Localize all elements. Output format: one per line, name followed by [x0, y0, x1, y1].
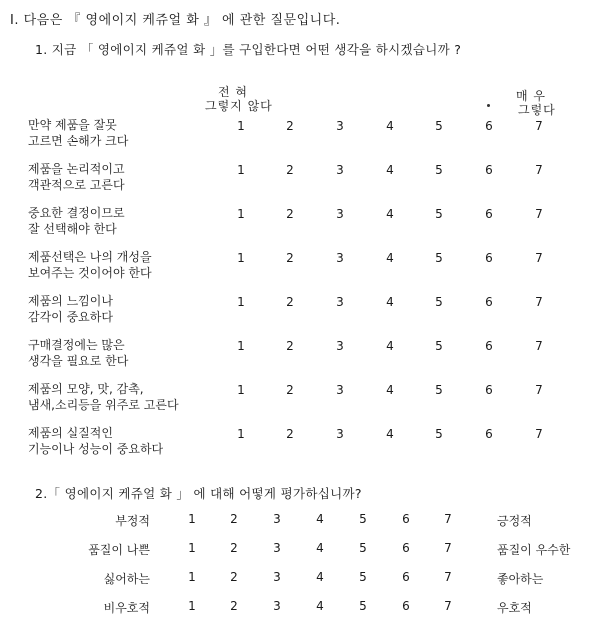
- question-2-text: 2.「 영에이지 케쥬얼 화 」 에 대해 어떻게 평가하십니까?: [35, 486, 362, 501]
- scale-option[interactable]: 6: [485, 427, 493, 441]
- scale-option[interactable]: 1: [237, 119, 245, 133]
- scale-option[interactable]: 4: [386, 383, 394, 397]
- scale-option[interactable]: 5: [359, 599, 367, 613]
- scale-option[interactable]: 7: [444, 512, 452, 526]
- positive-anchor-label: 품질이 우수한: [497, 543, 571, 557]
- scale-option[interactable]: 7: [535, 207, 543, 221]
- scale-option[interactable]: 2: [230, 599, 238, 613]
- item-text-line2: 객관적으로 고른다: [28, 178, 125, 192]
- scale-option[interactable]: 2: [286, 119, 294, 133]
- scale-option[interactable]: 2: [286, 163, 294, 177]
- scale-option[interactable]: 6: [485, 251, 493, 265]
- positive-anchor-label: 우호적: [497, 601, 532, 615]
- scale-option[interactable]: 7: [444, 541, 452, 555]
- scale-option[interactable]: 2: [286, 427, 294, 441]
- scale-option[interactable]: 1: [237, 163, 245, 177]
- section-title: I. 다음은 『 영에이지 케쥬얼 화 』 에 관한 질문입니다.: [10, 13, 341, 28]
- scale-option[interactable]: 4: [386, 339, 394, 353]
- item-text-line2: 감각이 중요하다: [28, 310, 113, 324]
- scale-option[interactable]: 6: [485, 119, 493, 133]
- scale-option[interactable]: 7: [535, 119, 543, 133]
- positive-anchor-label: 긍정적: [497, 514, 532, 528]
- question-1-item: [28, 337, 128, 369]
- item-text-line1: 제품을 논리적이고: [28, 162, 125, 176]
- scale-option[interactable]: 6: [485, 383, 493, 397]
- question-1-item: [28, 161, 125, 193]
- item-text-line1: 제품선택은 나의 개성을: [28, 250, 152, 264]
- question-1-item: [28, 249, 152, 281]
- item-text-line2: 생각을 필요로 한다: [28, 354, 129, 368]
- item-text-line1: 구매결정에는 많은: [28, 338, 125, 352]
- scale-option[interactable]: 6: [485, 163, 493, 177]
- scale-option[interactable]: 1: [237, 251, 245, 265]
- scale-option[interactable]: 5: [435, 427, 443, 441]
- item-text-line1: 만약 제품을 잘못: [28, 118, 117, 132]
- scale-option[interactable]: 4: [386, 251, 394, 265]
- scale-option[interactable]: 4: [316, 541, 324, 555]
- scale-option[interactable]: 4: [316, 570, 324, 584]
- scale-option[interactable]: 2: [286, 207, 294, 221]
- scale-option[interactable]: 3: [336, 163, 344, 177]
- item-text-line2: 잘 선택해야 한다: [28, 222, 117, 236]
- scale-option[interactable]: 4: [386, 295, 394, 309]
- item-text-line2: 기능이나 성능이 중요하다: [28, 442, 164, 456]
- scale-option[interactable]: 5: [435, 207, 443, 221]
- scale-option[interactable]: 1: [188, 541, 196, 555]
- item-text-line2: 고르면 손해가 크다: [28, 134, 129, 148]
- scale-option[interactable]: 7: [535, 163, 543, 177]
- scale-option[interactable]: 2: [286, 251, 294, 265]
- question-1-text: 1. 지금 「 영에이지 케쥬얼 화 」를 구입한다면 어떤 생각을 하시겠습니까 ?: [35, 42, 462, 57]
- item-text-line1: 제품의 모양, 맛, 감촉,: [28, 382, 144, 396]
- item-text-line2: 냄새,소리등을 위주로 고른다: [28, 398, 179, 412]
- scale-option[interactable]: 5: [359, 570, 367, 584]
- scale-left-label-line1: 전 혀: [218, 85, 248, 99]
- scale-option[interactable]: 5: [435, 383, 443, 397]
- question-1-item: [28, 381, 179, 413]
- scale-option[interactable]: 7: [535, 383, 543, 397]
- scale-option[interactable]: 6: [402, 570, 410, 584]
- item-text-line1: 제품의 실질적인: [28, 426, 113, 440]
- scale-option[interactable]: 1: [237, 339, 245, 353]
- question-1-item: [28, 425, 163, 457]
- scale-option[interactable]: 1: [188, 512, 196, 526]
- scale-option[interactable]: 3: [273, 599, 281, 613]
- scale-option[interactable]: 5: [435, 119, 443, 133]
- scale-option[interactable]: 7: [444, 599, 452, 613]
- scale-option[interactable]: 5: [435, 163, 443, 177]
- scale-option[interactable]: 3: [336, 207, 344, 221]
- scale-left-label-line2: 그렇지 않다: [205, 99, 273, 113]
- scale-option[interactable]: 1: [237, 207, 245, 221]
- negative-anchor-label: 부정적: [115, 514, 150, 528]
- scale-option[interactable]: 7: [535, 427, 543, 441]
- item-text-line2: 보여주는 것이어야 한다: [28, 266, 152, 280]
- scale-option[interactable]: 4: [386, 427, 394, 441]
- positive-anchor-label: 좋아하는: [497, 572, 544, 586]
- scale-option[interactable]: 5: [435, 251, 443, 265]
- scale-option[interactable]: 2: [230, 541, 238, 555]
- scale-option[interactable]: 7: [535, 251, 543, 265]
- scale-option[interactable]: 6: [485, 339, 493, 353]
- scale-option[interactable]: 7: [535, 295, 543, 309]
- scale-option[interactable]: 1: [237, 427, 245, 441]
- scale-right-label-line2: 그렇다: [518, 103, 556, 117]
- scale-option[interactable]: 2: [286, 339, 294, 353]
- scale-right-label-line1: 매 우: [516, 89, 546, 103]
- scale-option[interactable]: 3: [273, 541, 281, 555]
- speck-mark: [487, 104, 490, 107]
- scale-option[interactable]: 3: [336, 251, 344, 265]
- scale-option[interactable]: 7: [444, 570, 452, 584]
- scale-option[interactable]: 5: [359, 541, 367, 555]
- scale-option[interactable]: 3: [336, 339, 344, 353]
- scale-option[interactable]: 6: [402, 512, 410, 526]
- question-1-item: [28, 117, 128, 149]
- scale-option[interactable]: 6: [402, 599, 410, 613]
- scale-option[interactable]: 7: [535, 339, 543, 353]
- negative-anchor-label: 품질이 나쁜: [88, 543, 150, 557]
- scale-option[interactable]: 1: [188, 599, 196, 613]
- scale-option[interactable]: 4: [316, 512, 324, 526]
- scale-option[interactable]: 3: [273, 512, 281, 526]
- item-text-line1: 제품의 느낌이나: [28, 294, 113, 308]
- scale-option[interactable]: 3: [336, 383, 344, 397]
- scale-option[interactable]: 2: [286, 383, 294, 397]
- scale-option[interactable]: 3: [336, 119, 344, 133]
- scale-option[interactable]: 3: [336, 295, 344, 309]
- scale-option[interactable]: 1: [188, 570, 196, 584]
- scale-option[interactable]: 1: [237, 295, 245, 309]
- scale-option[interactable]: 6: [485, 207, 493, 221]
- scale-option[interactable]: 6: [485, 295, 493, 309]
- scale-option[interactable]: 4: [386, 163, 394, 177]
- scale-option[interactable]: 3: [273, 570, 281, 584]
- negative-anchor-label: 비우호적: [103, 601, 150, 615]
- question-1-item: [28, 293, 113, 325]
- scale-option[interactable]: 2: [286, 295, 294, 309]
- scale-option[interactable]: 5: [359, 512, 367, 526]
- scale-option[interactable]: 3: [336, 427, 344, 441]
- scale-option[interactable]: 4: [386, 207, 394, 221]
- question-1-item: [28, 205, 125, 237]
- scale-option[interactable]: 2: [230, 512, 238, 526]
- scale-option[interactable]: 5: [435, 339, 443, 353]
- scale-option[interactable]: 4: [316, 599, 324, 613]
- scale-option[interactable]: 4: [386, 119, 394, 133]
- scale-option[interactable]: 5: [435, 295, 443, 309]
- scale-option[interactable]: 6: [402, 541, 410, 555]
- item-text-line1: 중요한 결정이므로: [28, 206, 125, 220]
- scale-option[interactable]: 2: [230, 570, 238, 584]
- negative-anchor-label: 싫어하는: [103, 572, 150, 586]
- scale-option[interactable]: 1: [237, 383, 245, 397]
